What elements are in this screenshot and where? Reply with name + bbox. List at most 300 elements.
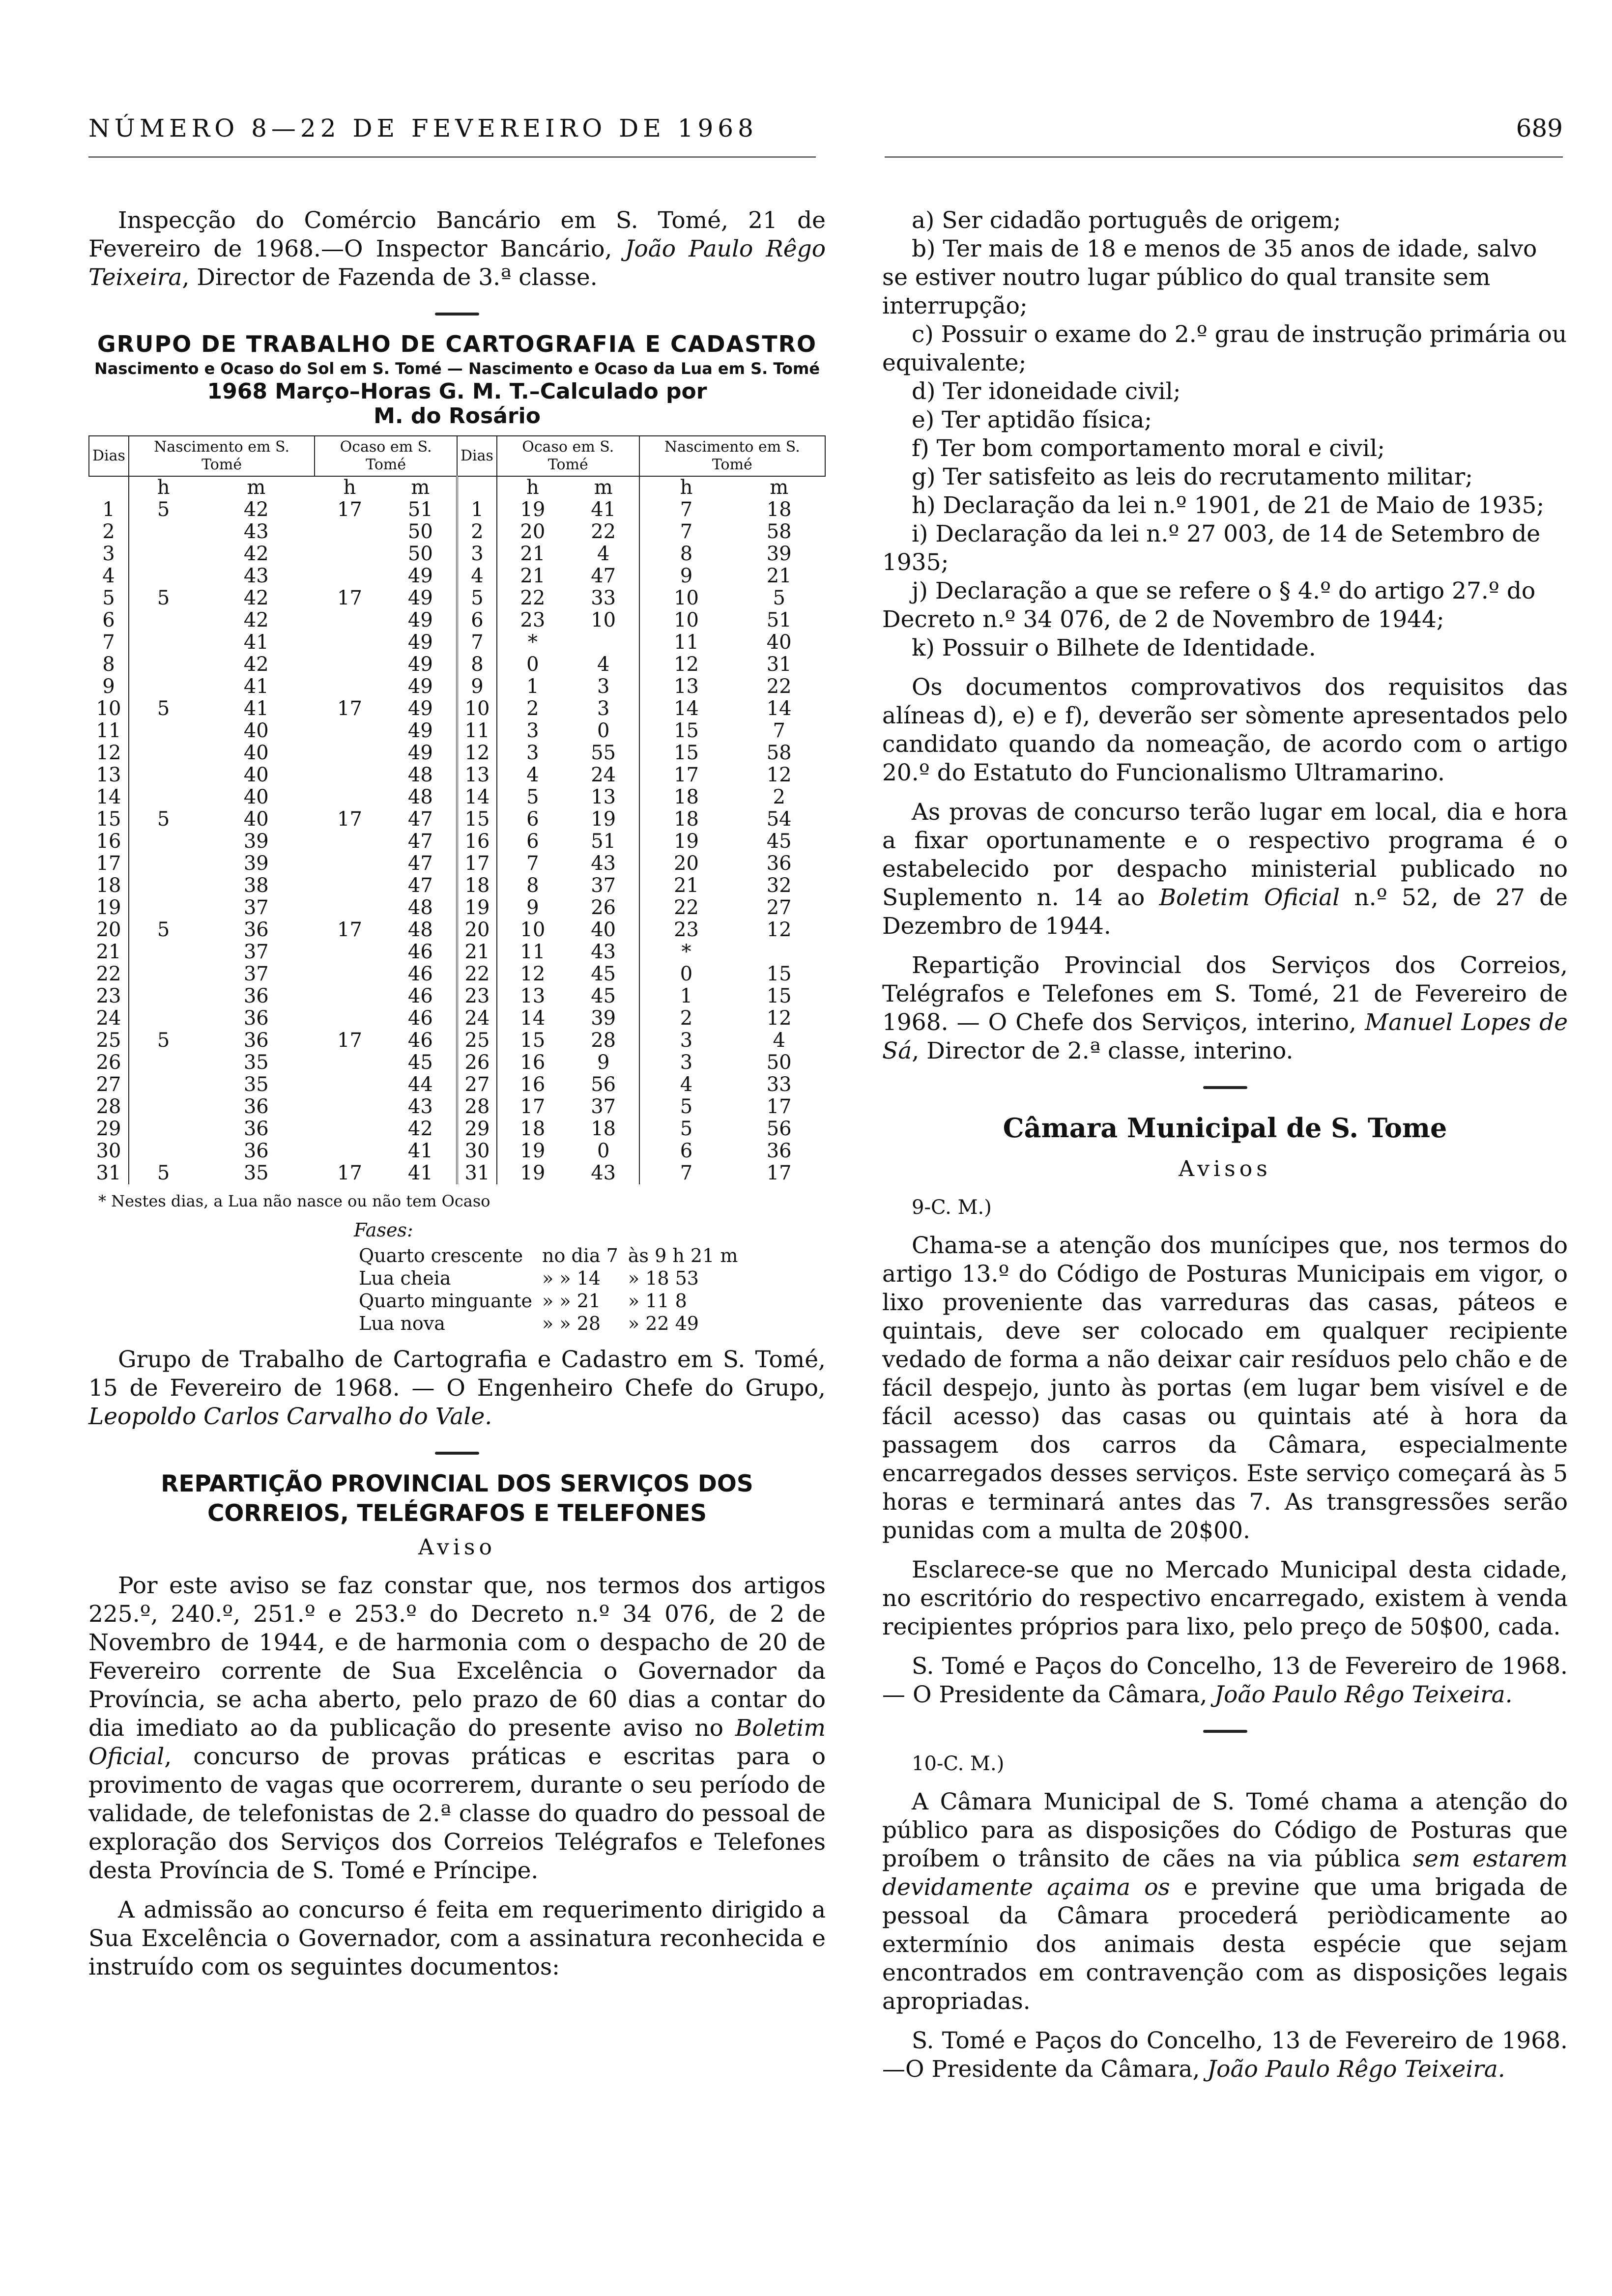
- col-dias: Dias: [89, 436, 129, 476]
- tide-cell: 36: [243, 1029, 269, 1052]
- tide-cell: 55: [568, 742, 639, 764]
- tide-cell: [315, 853, 384, 875]
- tide-cell: 49: [385, 742, 457, 764]
- tide-cell: 3: [89, 543, 129, 565]
- tide-cell: 1: [89, 499, 129, 521]
- tide-cell: [568, 631, 639, 654]
- tide-cell: 12: [766, 764, 792, 786]
- tide-cell: 46: [385, 941, 457, 963]
- tide-cell: 28: [568, 1030, 639, 1052]
- phase-row: Quarto crescente no dia 7 às 9 h 21 m: [359, 1245, 738, 1266]
- tide-cell: 19: [568, 808, 639, 831]
- tide-cell: 20: [674, 852, 699, 875]
- col-dias-2: Dias: [457, 436, 497, 476]
- correios-heading: REPARTIÇÃO PROVINCIAL DOS SERVIÇOS DOS CORREIOS, TELÉGRAFOS E TELEFONES: [161, 1470, 753, 1527]
- tide-row: [89, 831, 825, 853]
- tide-cell: 4: [773, 1029, 785, 1052]
- tide-row: [89, 609, 825, 631]
- tide-cell: 12: [520, 963, 546, 985]
- tide-cell: 31: [766, 653, 792, 676]
- camara-ref-2: 10-C. M.): [912, 1752, 1005, 1775]
- tide-cell: [129, 1140, 198, 1162]
- tide-cell: 47: [385, 808, 457, 831]
- tide-cell: 15: [674, 719, 699, 742]
- phase-row: Lua nova » » 28 » 22 49: [359, 1313, 699, 1334]
- tide-cell: 18: [457, 875, 497, 897]
- tide-cell: 49: [385, 720, 457, 742]
- group-author: M. do Rosário: [374, 403, 541, 429]
- tide-cell: [315, 1052, 384, 1074]
- tide-cell: 5: [680, 1095, 693, 1118]
- tide-cell: 10: [674, 587, 699, 609]
- tide-cell: 41: [243, 675, 269, 698]
- tide-cell: 16: [520, 1051, 546, 1074]
- requirement-item: j) Declaração a que se refere o § 4.º do artigo 27.º do Decreto n.º 34 076, de 2 de Novembro de 1944;: [882, 577, 1536, 633]
- separator: [882, 1076, 1568, 1096]
- tide-cell: [129, 720, 198, 742]
- tide-cell: 37: [243, 896, 269, 919]
- tide-cell: 20: [520, 520, 546, 543]
- correios-paragraph-2: A admissão ao concurso é feita em requerimento dirigido a Sua Excelência o Governador, com a assinatura reconhecida e instruído com os seguintes documentos:: [88, 1896, 826, 1980]
- tide-cell: 36: [243, 985, 269, 1007]
- tide-cell: [315, 786, 384, 808]
- group-subheading: Nascimento e Ocaso do Sol em S. Tomé — Nascimento e Ocaso da Lua em S. Tomé: [94, 359, 820, 378]
- tide-cell: [315, 1007, 384, 1030]
- tide-cell: [129, 764, 198, 786]
- tide-cell: [315, 1074, 384, 1096]
- tide-row: [89, 985, 825, 1007]
- tide-cell: 54: [766, 808, 792, 831]
- tide-cell: 6: [89, 609, 129, 631]
- tide-cell: 22: [568, 521, 639, 543]
- tide-row: [89, 963, 825, 985]
- tide-cell: 22: [520, 587, 546, 609]
- tide-cell: 5: [157, 1162, 170, 1184]
- tide-cell: 4: [680, 1073, 693, 1096]
- tide-cell: 43: [385, 1096, 457, 1118]
- tide-cell: 17: [337, 498, 362, 521]
- tide-cell: 46: [385, 963, 457, 985]
- tide-cell: 43: [568, 853, 639, 875]
- tide-cell: 36: [243, 1095, 269, 1118]
- tide-cell: 0: [526, 653, 539, 676]
- tide-cell: 19: [520, 1162, 546, 1184]
- tide-cell: [315, 521, 384, 543]
- tide-cell: [315, 1096, 384, 1118]
- tide-row: [89, 1118, 825, 1140]
- tide-cell: 30: [89, 1140, 129, 1162]
- tide-cell: 39: [243, 852, 269, 875]
- camara-heading: Câmara Municipal de S. Tome: [1003, 1112, 1447, 1144]
- separator: [882, 1720, 1568, 1740]
- tide-cell: 19: [89, 897, 129, 919]
- tide-cell: 20: [457, 919, 497, 941]
- tide-cell: 0: [680, 963, 693, 985]
- tide-row: [89, 897, 825, 919]
- sun-moon-table: [88, 435, 826, 1184]
- left-column: [88, 206, 826, 1992]
- camara-ref-1: 9-C. M.): [912, 1196, 992, 1219]
- tide-row: [89, 1162, 825, 1184]
- tide-cell: 47: [568, 565, 639, 587]
- separator: [88, 303, 826, 322]
- unit-m: m: [247, 476, 266, 499]
- tide-cell: 40: [243, 808, 269, 831]
- tide-row: [89, 1140, 825, 1162]
- intro-signatory: João Paulo Rêgo Teixeira: [88, 235, 826, 291]
- tide-cell: 24: [89, 1007, 129, 1030]
- tide-cell: 44: [385, 1074, 457, 1096]
- issue-title: NÚMERO 8—22 DE FEVEREIRO DE 1968: [88, 114, 758, 143]
- tide-cell: [315, 764, 384, 786]
- unit-h: h: [680, 476, 693, 499]
- tide-cell: 7: [680, 520, 693, 543]
- tide-cell: 8: [680, 543, 693, 565]
- tide-cell: [315, 631, 384, 654]
- tide-cell: [129, 1007, 198, 1030]
- tide-cell: [129, 853, 198, 875]
- tide-cell: *: [527, 631, 538, 654]
- tide-cell: 17: [337, 1029, 362, 1052]
- tide-cell: 13: [457, 764, 497, 786]
- requirement-item: b) Ter mais de 18 e menos de 35 anos de idade, salvo se estiver noutro lugar público do qual transite sem interrupção;: [882, 235, 1537, 319]
- correios-paragraph-1: Por este aviso se faz constar que, nos termos dos artigos 225.º, 240.º, 251.º e 253.º do Decreto n.º 34 076, de 2 de Novembro de 1944, e de harmonia com o despacho de 20 de Fevereiro corrente de Sua Excelência o Governador da Província, se acha aberto, pelo prazo de 60 dias a contar do dia imediato ao da publicação do presente aviso no Boletim Oficial, concurso de provas práticas e escritas para o provimento de vagas que ocorrerem, durante o seu período de validade, de telefonistas de 2.ª classe do quadro do pessoal de exploração dos Serviços dos Correios Telégrafos e Telefones desta Província de S. Tomé e Príncipe.: [88, 1572, 826, 1884]
- tide-cell: 21: [457, 941, 497, 963]
- tide-cell: 15: [674, 742, 699, 764]
- tide-cell: 35: [243, 1162, 269, 1184]
- tide-cell: 47: [385, 853, 457, 875]
- tide-cell: 6: [680, 1140, 693, 1162]
- tide-cell: 40: [568, 919, 639, 941]
- tide-cell: 3: [568, 698, 639, 720]
- tide-cell: 49: [385, 654, 457, 676]
- requirement-item: g) Ter satisfeito as leis do recrutamento militar;: [912, 463, 1473, 490]
- tide-cell: 17: [766, 1162, 792, 1184]
- tide-cell: [315, 831, 384, 853]
- tide-cell: 4: [526, 764, 539, 786]
- tide-cell: 45: [568, 985, 639, 1007]
- tide-cell: 1: [457, 499, 497, 521]
- phases-table: [354, 1244, 743, 1335]
- tide-row: [89, 521, 825, 543]
- tide-cell: 47: [385, 875, 457, 897]
- tide-cell: 17: [457, 853, 497, 875]
- tide-cell: 46: [385, 985, 457, 1007]
- tide-cell: 35: [243, 1051, 269, 1074]
- header-rule-left: [88, 156, 816, 158]
- tide-cell: 17: [766, 1095, 792, 1118]
- tide-cell: 38: [243, 874, 269, 897]
- tide-cell: 6: [526, 830, 539, 853]
- tide-cell: 36: [243, 1118, 269, 1140]
- tide-cell: 7: [680, 1162, 693, 1184]
- tide-cell: 12: [89, 742, 129, 764]
- tide-cell: 24: [457, 1007, 497, 1030]
- tide-cell: 10: [568, 609, 639, 631]
- tide-cell: 23: [520, 609, 546, 631]
- tide-cell: 48: [385, 897, 457, 919]
- tide-cell: 25: [89, 1030, 129, 1052]
- tide-cell: 36: [243, 918, 269, 941]
- tide-cell: 0: [568, 720, 639, 742]
- tide-cell: 8: [526, 874, 539, 897]
- tide-cell: 41: [243, 631, 269, 654]
- tide-cell: 49: [385, 631, 457, 654]
- tide-cell: 50: [766, 1051, 792, 1074]
- tide-cell: 36: [766, 852, 792, 875]
- table-footnote: * Nestes dias, a Lua não nasce ou não tem Ocaso: [98, 1192, 490, 1210]
- tide-row: [89, 875, 825, 897]
- correios-signature: Repartição Provincial dos Serviços dos Correios, Telégrafos e Telefones em S. Tomé, 21 de Fevereiro de 1968. — O Chefe dos Serviços, interino, Manuel Lopes de Sá, Director de 2.ª classe, interino.: [882, 952, 1568, 1064]
- tide-cell: [315, 609, 384, 631]
- unit-m: m: [385, 476, 457, 499]
- tide-cell: 46: [385, 1030, 457, 1052]
- tide-cell: 3: [680, 1051, 693, 1074]
- tide-cell: 41: [385, 1140, 457, 1162]
- tide-cell: 12: [674, 653, 699, 676]
- separator: [88, 1442, 826, 1462]
- tide-cell: 20: [89, 919, 129, 941]
- tide-cell: 23: [457, 985, 497, 1007]
- tide-cell: 16: [457, 831, 497, 853]
- tide-cell: 39: [766, 543, 792, 565]
- tide-cell: [129, 875, 198, 897]
- tide-cell: 11: [520, 941, 546, 963]
- provas-paragraph: As provas de concurso terão lugar em local, dia e hora a fixar oportunamente e o respectivo programa é o estabelecido por despacho ministerial publicado no Suplemento n. 14 ao Boletim Oficial n.º 52, de 27 de Dezembro de 1944.: [882, 799, 1568, 940]
- requirement-item: a) Ser cidadão português de origem;: [912, 207, 1341, 234]
- group-signature: Grupo de Trabalho de Cartografia e Cadastro em S. Tomé, 15 de Fevereiro de 1968. — O Engenheiro Chefe do Grupo, Leopoldo Carlos Carvalho do Vale.: [88, 1346, 826, 1430]
- tide-cell: 14: [766, 697, 792, 720]
- tide-cell: 7: [526, 852, 539, 875]
- tide-cell: 0: [568, 1140, 639, 1162]
- tide-cell: 22: [766, 675, 792, 698]
- tide-cell: 26: [568, 897, 639, 919]
- tide-cell: 17: [337, 587, 362, 609]
- tide-cell: 43: [243, 565, 269, 587]
- tide-cell: 18: [568, 1118, 639, 1140]
- tide-cell: 17: [89, 853, 129, 875]
- tide-cell: [315, 676, 384, 698]
- tide-cell: 11: [457, 720, 497, 742]
- tide-cell: 42: [243, 587, 269, 609]
- tide-cell: 17: [674, 764, 699, 786]
- tide-cell: 49: [385, 698, 457, 720]
- tide-cell: [315, 742, 384, 764]
- tide-cell: 12: [457, 742, 497, 764]
- tide-row: [89, 698, 825, 720]
- tide-cell: 5: [526, 786, 539, 808]
- tide-row: [89, 919, 825, 941]
- camara-paragraph-2: Esclarece-se que no Mercado Municipal desta cidade, no escritório do respectivo encarregado, existem à venda recipientes próprios para lixo, pelo preço de 50$00, cada.: [882, 1556, 1568, 1640]
- tide-cell: 29: [89, 1118, 129, 1140]
- tide-cell: 5: [157, 1029, 170, 1052]
- page-header: [88, 114, 1563, 148]
- unit-m: m: [568, 476, 639, 499]
- tide-cell: 21: [520, 543, 546, 565]
- tide-cell: 27: [89, 1074, 129, 1096]
- tide-cell: 4: [568, 543, 639, 565]
- tide-cell: [315, 543, 384, 565]
- tide-cell: 15: [457, 808, 497, 831]
- tide-cell: 17: [337, 808, 362, 831]
- tide-cell: 17: [337, 697, 362, 720]
- tide-row: [89, 1096, 825, 1118]
- tide-row: [89, 499, 825, 521]
- tide-cell: [315, 1118, 384, 1140]
- tide-cell: 45: [385, 1052, 457, 1074]
- tide-cell: [129, 786, 198, 808]
- tide-cell: 10: [89, 698, 129, 720]
- tide-cell: 29: [457, 1118, 497, 1140]
- tide-cell: 3: [526, 719, 539, 742]
- tide-cell: 30: [457, 1140, 497, 1162]
- tide-cell: 18: [89, 875, 129, 897]
- tide-cell: 19: [674, 830, 699, 853]
- tide-cell: 21: [766, 565, 792, 587]
- tide-cell: 26: [457, 1052, 497, 1074]
- tide-cell: 19: [457, 897, 497, 919]
- tide-cell: 27: [457, 1074, 497, 1096]
- tide-row: [89, 631, 825, 654]
- tide-cell: 2: [457, 521, 497, 543]
- group-heading: GRUPO DE TRABALHO DE CARTOGRAFIA E CADASTRO: [97, 331, 817, 357]
- tide-cell: 36: [243, 1140, 269, 1162]
- tide-cell: 5: [157, 918, 170, 941]
- tide-cell: 40: [243, 742, 269, 764]
- tide-cell: 41: [568, 499, 639, 521]
- tide-cell: 11: [89, 720, 129, 742]
- tide-cell: [315, 565, 384, 587]
- tide-cell: 5: [773, 587, 785, 609]
- tide-cell: 2: [680, 1007, 693, 1030]
- tide-cell: [315, 963, 384, 985]
- tide-cell: 4: [89, 565, 129, 587]
- requirement-item: e) Ter aptidão física;: [912, 406, 1152, 433]
- tide-cell: 21: [520, 565, 546, 587]
- phase-row: Quarto minguante » » 21 » 11 8: [359, 1290, 687, 1312]
- tide-row: [89, 720, 825, 742]
- requirement-item: h) Declaração da lei n.º 1901, de 21 de Maio de 1935;: [912, 492, 1545, 519]
- tide-cell: 42: [243, 498, 269, 521]
- requirement-item: i) Declaração da lei n.º 27 003, de 14 de Setembro de 1935;: [882, 520, 1541, 576]
- requirement-item: k) Possuir o Bilhete de Identidade.: [912, 634, 1316, 661]
- tide-cell: 5: [457, 587, 497, 609]
- tide-cell: 41: [385, 1162, 457, 1184]
- phase-row: Lua cheia » » 14 » 18 53: [359, 1267, 699, 1289]
- tide-cell: 13: [89, 764, 129, 786]
- unit-h: h: [343, 476, 356, 499]
- tide-cell: 8: [457, 654, 497, 676]
- tide-cell: 7: [89, 631, 129, 654]
- tide-cell: 42: [243, 543, 269, 565]
- tide-cell: 21: [674, 874, 699, 897]
- tide-cell: 48: [385, 764, 457, 786]
- tide-cell: 58: [766, 742, 792, 764]
- tide-row: [89, 808, 825, 831]
- tide-cell: 13: [568, 786, 639, 808]
- documents-paragraph: Os documentos comprovativos dos requisitos das alíneas d), e) e f), deverão ser sòmente apresentados pelo candidato quando da nomeação, de acordo com o artigo 20.º do Estatuto do Funcionalismo Ultramarino.: [882, 674, 1568, 786]
- tide-cell: 3: [457, 543, 497, 565]
- tide-cell: 4: [568, 654, 639, 676]
- tide-cell: [129, 654, 198, 676]
- tide-cell: 22: [457, 963, 497, 985]
- tide-cell: 5: [157, 587, 170, 609]
- tide-cell: [129, 1052, 198, 1074]
- tide-cell: 45: [568, 963, 639, 985]
- tide-cell: 28: [89, 1096, 129, 1118]
- tide-cell: 37: [243, 963, 269, 985]
- tide-cell: 9: [526, 896, 539, 919]
- tide-cell: [129, 521, 198, 543]
- tide-cell: 25: [457, 1030, 497, 1052]
- group-yearline: 1968 Março–Horas G. M. T.–Calculado por: [207, 379, 707, 404]
- tide-cell: [315, 941, 384, 963]
- tide-row: [89, 764, 825, 786]
- col-sun-rise: Nascimento em S. Tomé: [129, 436, 315, 476]
- tide-cell: 37: [243, 941, 269, 963]
- tide-row: [89, 543, 825, 565]
- tide-cell: 26: [89, 1052, 129, 1074]
- tide-row: [89, 1007, 825, 1030]
- correios-aviso-title: Aviso: [418, 1535, 496, 1560]
- tide-cell: 15: [89, 808, 129, 831]
- tide-cell: 2: [773, 786, 785, 808]
- intro-paragraph: Inspecção do Comércio Bancário em S. Tomé, 21 de Fevereiro de 1968.—O Inspector Bancário, João Paulo Rêgo Teixeira, Director de Fazenda de 3.ª classe.: [88, 207, 826, 291]
- tide-cell: 7: [773, 719, 785, 742]
- tide-cell: 13: [674, 675, 699, 698]
- tide-cell: *: [681, 941, 691, 963]
- tide-cell: [129, 1118, 198, 1140]
- tide-cell: 16: [520, 1073, 546, 1096]
- tide-cell: 58: [766, 520, 792, 543]
- tide-cell: 43: [568, 1162, 639, 1184]
- tide-cell: 9: [568, 1052, 639, 1074]
- phases-title: Fases:: [354, 1219, 413, 1241]
- tide-cell: 50: [385, 521, 457, 543]
- tide-cell: 42: [243, 653, 269, 676]
- tide-cell: 3: [680, 1029, 693, 1052]
- tide-cell: 23: [89, 985, 129, 1007]
- tide-cell: 3: [568, 676, 639, 698]
- tide-cell: 19: [520, 1140, 546, 1162]
- tide-cell: 6: [457, 609, 497, 631]
- unit-h: h: [157, 476, 170, 499]
- tide-cell: 1: [680, 985, 693, 1007]
- tide-cell: 22: [89, 963, 129, 985]
- tide-cell: 46: [385, 1007, 457, 1030]
- tide-cell: 10: [457, 698, 497, 720]
- requirement-item: d) Ter idoneidade civil;: [912, 378, 1181, 405]
- tide-cell: 41: [243, 697, 269, 720]
- tide-cell: 5: [157, 498, 170, 521]
- tide-cell: 31: [89, 1162, 129, 1184]
- tide-cell: 10: [674, 609, 699, 631]
- tide-cell: 33: [766, 1073, 792, 1096]
- tide-cell: 37: [568, 1096, 639, 1118]
- tide-cell: 24: [568, 764, 639, 786]
- tide-cell: 5: [680, 1118, 693, 1140]
- tide-cell: 23: [674, 918, 699, 941]
- tide-cell: 18: [766, 498, 792, 521]
- tide-cell: 9: [457, 676, 497, 698]
- col-sun-set: Ocaso em S. Tomé: [315, 436, 457, 476]
- tide-cell: 17: [337, 1162, 362, 1184]
- right-column: [882, 206, 1568, 2095]
- tide-row: [89, 786, 825, 808]
- tide-cell: 17: [520, 1095, 546, 1118]
- tide-cell: [129, 676, 198, 698]
- tide-cell: 9: [89, 676, 129, 698]
